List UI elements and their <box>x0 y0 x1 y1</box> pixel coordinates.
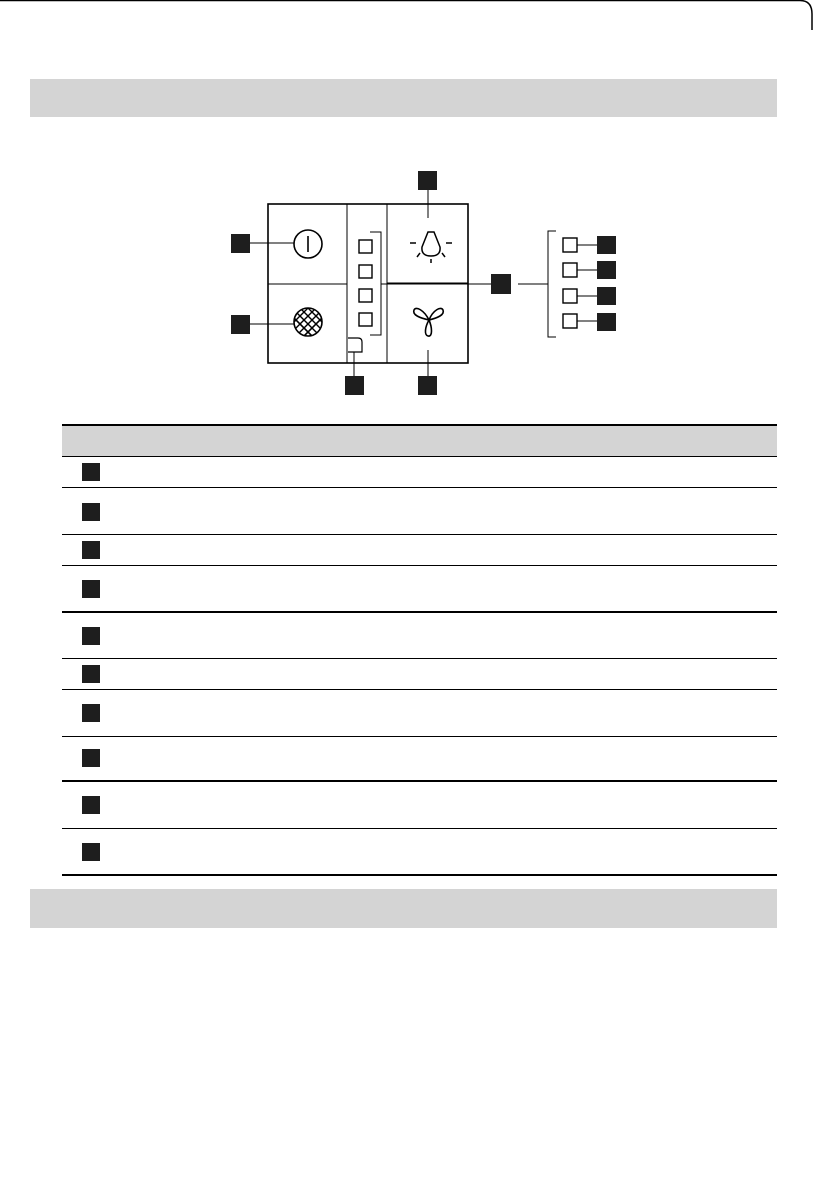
callout-marker <box>418 376 437 395</box>
table-row <box>62 488 777 535</box>
callout-marker <box>597 287 616 305</box>
table-row <box>62 457 777 488</box>
callout-marker <box>491 274 511 294</box>
indicator-detail <box>518 231 597 337</box>
table-row <box>62 782 777 829</box>
row-number-marker <box>82 627 100 645</box>
table-row <box>62 613 777 659</box>
row-number-marker <box>82 503 100 521</box>
table-row <box>62 566 777 613</box>
table-header <box>62 424 777 457</box>
callout-marker <box>597 236 616 254</box>
callout-marker <box>597 261 616 279</box>
row-number-marker <box>82 463 100 481</box>
callout-marker <box>231 315 250 334</box>
callout-marker <box>418 171 437 190</box>
row-number-marker <box>82 749 100 767</box>
reference-table <box>62 424 777 876</box>
table-row <box>62 690 777 737</box>
row-number-marker <box>82 665 100 683</box>
row-number-marker <box>82 704 100 722</box>
callout-marker <box>597 313 616 331</box>
section-heading-bar <box>30 889 777 928</box>
table-row <box>62 535 777 566</box>
table-row <box>62 829 777 876</box>
row-number-marker <box>82 580 100 598</box>
callout-marker <box>231 234 250 253</box>
control-panel-diagram <box>0 0 839 420</box>
row-number-marker <box>82 843 100 861</box>
table-row <box>62 659 777 690</box>
row-number-marker <box>82 796 100 814</box>
row-number-marker <box>82 541 100 559</box>
callout-marker <box>345 376 364 395</box>
table-row <box>62 737 777 782</box>
